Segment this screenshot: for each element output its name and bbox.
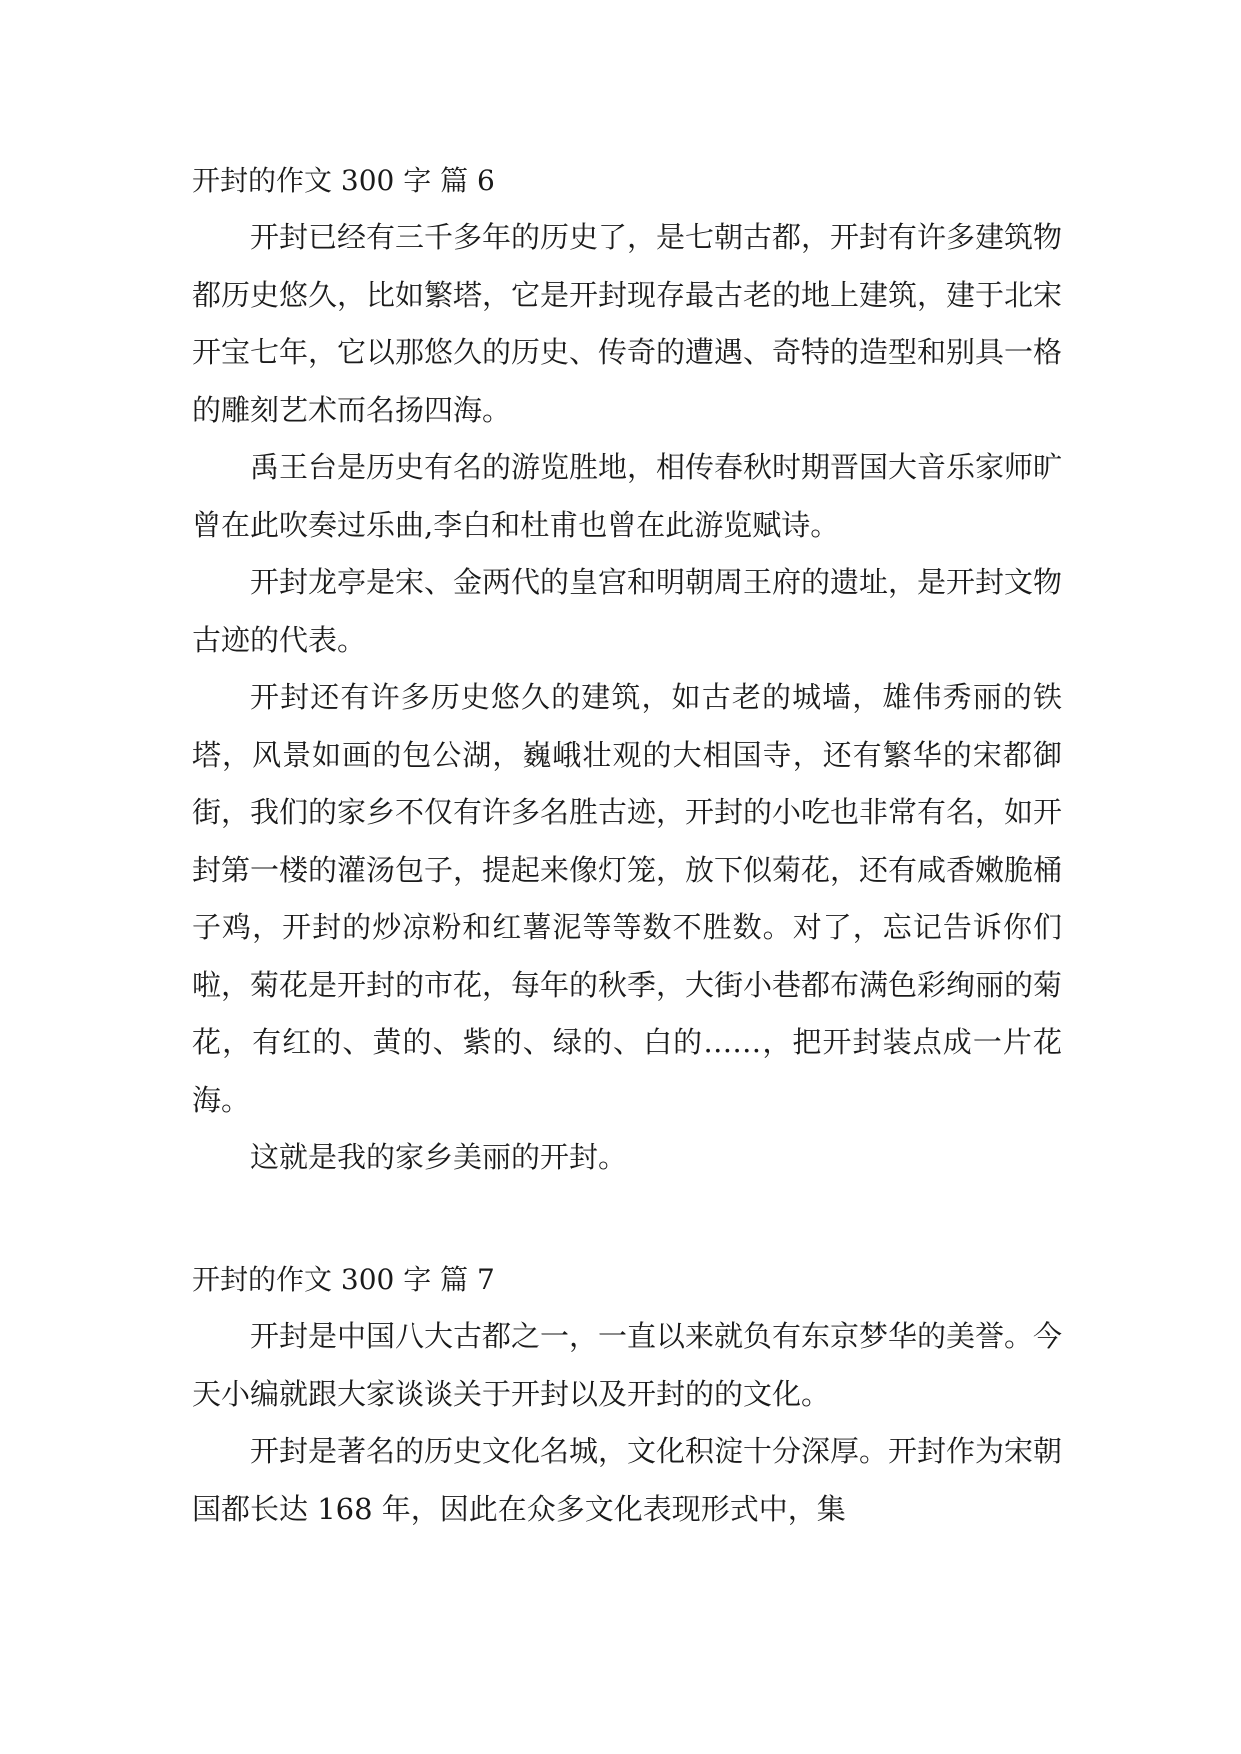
section-title: 开封的作文 300 字 篇 7	[192, 1263, 495, 1296]
paragraph: 开封已经有三千多年的历史了，是七朝古都，开封有许多建筑物都历史悠久，比如繁塔，它是开封现存最古老的地上建筑，建于北宋开宝七年，它以那悠久的历史、传奇的遭遇、奇特的造型和别具一格的雕刻艺术而名扬四海。	[192, 220, 1063, 427]
essay-section-7	[192, 1252, 1062, 1538]
paragraph: 开封还有许多历史悠久的建筑，如古老的城墙，雄伟秀丽的铁塔，风景如画的包公湖，巍峨壮观的大相国寺，还有繁华的宋都御街，我们的家乡不仅有许多名胜古迹，开封的小吃也非常有名，如开封第一楼的灌汤包子，提起来像灯笼，放下似菊花，还有咸香嫩脆桶子鸡，开封的炒凉粉和红薯泥等等数不胜数。对了，忘记告诉你们啦，菊花是开封的市花，每年的秋季，大街小巷都布满色彩绚丽的菊花，有红的、黄的、紫的、绿的、白的……，把开封装点成一片花海。	[192, 680, 1063, 1117]
paragraph: 开封龙亭是宋、金两代的皇宫和明朝周王府的遗址，是开封文物古迹的代表。	[192, 565, 1063, 657]
section-title: 开封的作文 300 字 篇 6	[192, 164, 495, 197]
essay-section-6	[192, 153, 1062, 1187]
paragraph: 这就是我的家乡美丽的开封。	[250, 1140, 628, 1174]
paragraph: 开封是著名的历史文化名城，文化积淀十分深厚。开封作为宋朝国都长达 168 年，因此在众多文化表现形式中，集	[192, 1434, 1063, 1526]
paragraph: 禹王台是历史有名的游览胜地，相传春秋时期晋国大音乐家师旷曾在此吹奏过乐曲,李白和杜甫也曾在此游览赋诗。	[192, 450, 1063, 542]
paragraph: 开封是中国八大古都之一，一直以来就负有东京梦华的美誉。今天小编就跟大家谈谈关于开封以及开封的的文化。	[192, 1319, 1063, 1411]
